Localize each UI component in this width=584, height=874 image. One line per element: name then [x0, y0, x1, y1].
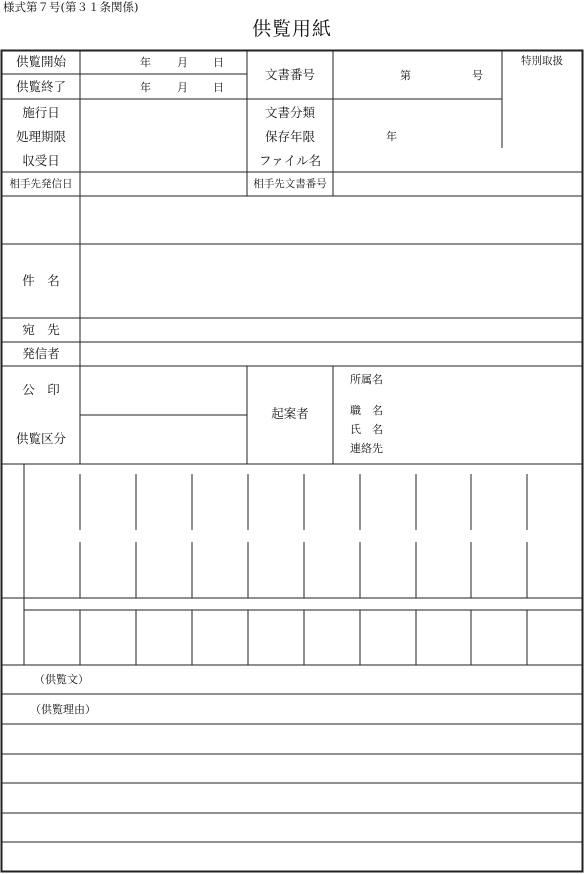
- label-sender: 発信者: [22, 346, 60, 361]
- retention-year-unit: 年: [386, 130, 397, 143]
- date-unit-year: 年: [140, 56, 151, 69]
- date-unit-day: 日: [213, 56, 224, 69]
- label-dai: 第: [400, 69, 411, 82]
- drafter-position: 職 名: [350, 404, 383, 417]
- drafter-contact: 連絡先: [350, 442, 383, 455]
- label-doc-category: 文書分類: [264, 105, 315, 120]
- label-seal: 公 印: [22, 382, 60, 397]
- date-unit-month: 月: [177, 81, 188, 94]
- label-retention: 保存年限: [264, 129, 315, 144]
- label-circulation-start: 供覧開始: [15, 54, 66, 69]
- label-drafter: 起案者: [271, 406, 309, 421]
- label-circulation-end: 供覧終了: [15, 79, 66, 94]
- label-circulation-reason: （供覧理由）: [30, 703, 96, 716]
- label-doc-number: 文書番号: [264, 67, 315, 82]
- date-unit-year: 年: [140, 81, 151, 94]
- label-circulation-text: （供覧文）: [34, 673, 89, 686]
- label-file-name: ファイル名: [258, 153, 322, 168]
- drafter-name: 氏 名: [350, 423, 383, 436]
- label-partner-doc-number: 相手先文書番号: [253, 178, 327, 190]
- label-partner-send-date: 相手先発信日: [9, 178, 73, 190]
- label-go: 号: [472, 69, 483, 82]
- label-received-date: 収受日: [22, 153, 60, 168]
- page-title: 供覧用紙: [251, 18, 332, 40]
- form-number: 様式第７号(第３１条関係): [3, 0, 139, 14]
- label-circulation-class: 供覧区分: [15, 431, 66, 446]
- drafter-affiliation: 所属名: [350, 373, 383, 386]
- label-special-handling: 特別取扱: [521, 55, 563, 67]
- date-unit-day: 日: [213, 81, 224, 94]
- label-deadline: 処理期限: [15, 129, 66, 144]
- label-subject: 件 名: [22, 273, 60, 288]
- label-enforce-date: 施行日: [22, 105, 60, 120]
- date-unit-month: 月: [177, 56, 188, 69]
- label-addressee: 宛 先: [22, 322, 60, 337]
